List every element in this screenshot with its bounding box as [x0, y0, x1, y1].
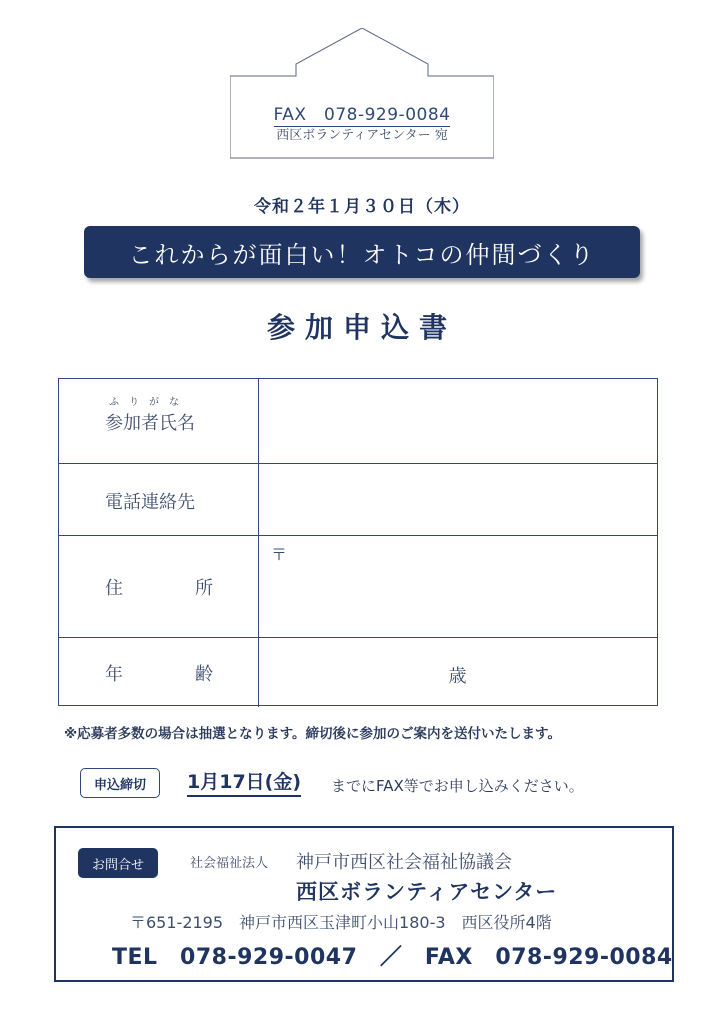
- postal-mark: 〒: [271, 545, 288, 564]
- contact-address: 〒651-2195 神戸市西区玉津町小山180-3 西区役所4階: [130, 913, 552, 932]
- form-row-age: [59, 637, 657, 707]
- event-date: 令和２年１月３０日（木）: [254, 197, 470, 217]
- fax-number: FAX 078-929-0084: [273, 105, 451, 125]
- event-title-banner: これからが面白い！オトコの仲間づくり: [84, 226, 640, 278]
- name-label-cell: [59, 379, 258, 463]
- form-title: 参加申込書: [266, 311, 457, 344]
- deadline-date: 1月17日(金): [187, 770, 301, 797]
- corporation-name: 神戸市西区社会福祉協議会: [296, 852, 512, 873]
- lottery-notice: ※応募者多数の場合は抽選となります。締切後に参加のご案内を送付いたします。: [64, 726, 561, 742]
- address-label-cell: [59, 536, 258, 637]
- contact-box: [54, 826, 674, 982]
- inquiry-badge: お問合せ: [78, 848, 158, 878]
- contact-phone-fax: TEL 078-929-0047 ／ FAX 078-929-0084: [112, 945, 673, 970]
- corporation-type: 社会福祉法人: [190, 856, 269, 871]
- age-label-cell: [59, 638, 258, 707]
- age-label: 年 齢: [105, 664, 213, 685]
- age-unit: 歳: [448, 666, 467, 687]
- deadline-instructions: までにFAX等でお申し込みください。: [331, 777, 584, 795]
- volunteer-center-name: 西区ボランティアセンター: [296, 880, 558, 904]
- deadline-badge: 申込締切: [80, 768, 160, 798]
- form-row-address: [59, 535, 657, 637]
- participant-name-label: 参加者氏名: [105, 413, 195, 434]
- fax-addressee: 西区ボランティアセンター 宛: [276, 128, 448, 143]
- form-row-phone: [59, 463, 657, 535]
- application-form-table: [58, 378, 658, 706]
- phone-contact-label: 電話連絡先: [105, 492, 195, 513]
- phone-label-cell: [59, 464, 258, 535]
- form-row-name: [59, 379, 657, 463]
- address-label: 住 所: [105, 578, 213, 599]
- furigana-label: ふりがな: [109, 397, 189, 408]
